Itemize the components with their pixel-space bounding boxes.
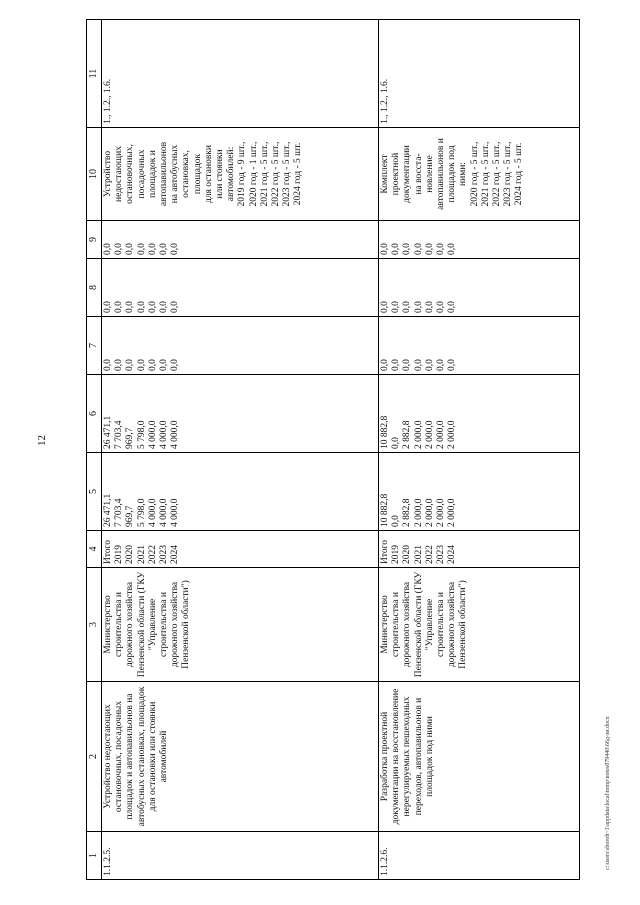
expected-result-list-line: на восста- bbox=[413, 153, 424, 195]
local-funding-list-line: 0,0 bbox=[159, 301, 170, 313]
local-funding-list bbox=[102, 259, 379, 317]
column-number: 5 bbox=[87, 453, 102, 531]
federal-funding-list-line: 0,0 bbox=[447, 359, 458, 371]
other-funding-list-line: 0,0 bbox=[447, 243, 458, 255]
column-number: 3 bbox=[87, 568, 102, 682]
expected-result-list-line: 2023 год - 5 шт., bbox=[282, 141, 293, 207]
local-funding-list-line: 0,0 bbox=[391, 301, 402, 313]
program-measures-table bbox=[86, 19, 580, 880]
regional-funding-list-line: 4 000,0 bbox=[147, 420, 158, 449]
other-funding-list-line: 0,0 bbox=[435, 243, 446, 255]
expected-result-list-line: для остановки bbox=[203, 144, 214, 204]
expected-result-list-line: ними: bbox=[458, 162, 469, 186]
local-funding-list-line: 0,0 bbox=[103, 301, 113, 313]
other-funding-list-line: 0,0 bbox=[147, 243, 158, 255]
other-funding-list-line: 0,0 bbox=[103, 243, 113, 255]
indicator-reference: 1., 1.2., 1.6. bbox=[378, 20, 579, 128]
expected-result-list-line: на автобусных bbox=[170, 144, 181, 204]
indicator-reference: 1., 1.2., 1.6. bbox=[102, 20, 379, 128]
column-number: 10 bbox=[87, 128, 102, 221]
year-list-line: 2023 bbox=[159, 545, 170, 564]
table-body bbox=[87, 20, 580, 880]
expected-result-list-line: 2022 год - 5 шт., bbox=[491, 141, 502, 207]
federal-funding-list-line: 0,0 bbox=[103, 359, 113, 371]
year-list bbox=[378, 531, 579, 568]
federal-funding-list-line: 0,0 bbox=[114, 359, 125, 371]
expected-result-list-line: 2023 год - 5 шт., bbox=[503, 141, 514, 207]
measure-row bbox=[102, 20, 379, 880]
federal-funding-list-line: 0,0 bbox=[424, 359, 435, 371]
federal-funding-list-line: 0,0 bbox=[159, 359, 170, 371]
regional-funding-list-line: 2 000,0 bbox=[413, 420, 424, 449]
expected-result-list-line: 2021 год - 5 шт., bbox=[259, 141, 270, 207]
regional-funding-list bbox=[102, 375, 379, 453]
federal-funding-list-line: 0,0 bbox=[170, 359, 181, 371]
year-list-line: 2020 bbox=[125, 545, 136, 564]
total-funding-list-line: 0,0 bbox=[391, 515, 402, 527]
total-funding-list-line: 4 000,0 bbox=[170, 498, 181, 527]
expected-result-list-line: площадок под bbox=[447, 145, 458, 203]
expected-result-list-line: 2024 год - 5 шт. bbox=[293, 142, 304, 206]
expected-result-list-line: или стоянки bbox=[215, 149, 226, 199]
regional-funding-list bbox=[378, 375, 579, 453]
total-funding-list-line: 2 000,0 bbox=[424, 498, 435, 527]
total-funding-list-line: 2 000,0 bbox=[435, 498, 446, 527]
total-funding-list-line: 2 000,0 bbox=[447, 498, 458, 527]
expected-result-list-line: 2021 год - 5 шт., bbox=[480, 141, 491, 207]
measure-name: Разработка проектной документации на восстановление нерегулируемых пешеходных переходов, автопавильонов и площадок под ними bbox=[378, 682, 579, 832]
other-funding-list-line: 0,0 bbox=[424, 243, 435, 255]
local-funding-list-line: 0,0 bbox=[424, 301, 435, 313]
year-list-line: 2022 bbox=[147, 545, 158, 564]
regional-funding-list-line: 2 000,0 bbox=[424, 420, 435, 449]
expected-result-list-line: 2024 год - 5 шт. bbox=[514, 142, 525, 206]
local-funding-list-line: 0,0 bbox=[413, 301, 424, 313]
expected-result-list-line: документации bbox=[402, 145, 413, 203]
expected-result-list-line: автопавильонов bbox=[159, 141, 170, 207]
local-funding-list-line: 0,0 bbox=[147, 301, 158, 313]
measure-code: 1.1.2.5. bbox=[102, 832, 379, 880]
expected-result-list-line: недостающих bbox=[114, 146, 125, 202]
federal-funding-list-line: 0,0 bbox=[136, 359, 147, 371]
local-funding-list-line: 0,0 bbox=[447, 301, 458, 313]
total-funding-list-line: 26 471,1 bbox=[103, 493, 113, 527]
total-funding-list-line: 2 882,8 bbox=[402, 498, 413, 527]
year-list-line: 2024 bbox=[447, 545, 458, 564]
expected-result-list-line: автопавильонов и bbox=[435, 138, 446, 210]
regional-funding-list-line: 2 882,8 bbox=[402, 420, 413, 449]
federal-funding-list-line: 0,0 bbox=[379, 359, 390, 371]
year-list-line: 2024 bbox=[170, 545, 181, 564]
expected-result-list-line: 2020 год - 1 шт., bbox=[248, 141, 259, 207]
page-number: 12 bbox=[36, 435, 48, 446]
total-funding-list-line: 7 703,4 bbox=[114, 498, 125, 527]
measure-name: Устройство недостающих остановочных, посадочных площадок и автопавильонов на автобусных остановках, площадок для остановки или стоянки автомобилей bbox=[102, 682, 379, 832]
year-list-line: Итого bbox=[379, 539, 390, 564]
total-funding-list-line: 4 000,0 bbox=[147, 498, 158, 527]
local-funding-list-line: 0,0 bbox=[379, 301, 390, 313]
local-funding-list bbox=[378, 259, 579, 317]
column-number: 9 bbox=[87, 221, 102, 259]
expected-result-list-line: проектной bbox=[391, 152, 402, 196]
federal-funding-list-line: 0,0 bbox=[413, 359, 424, 371]
other-funding-list-line: 0,0 bbox=[391, 243, 402, 255]
column-number: 1 bbox=[87, 832, 102, 880]
expected-result-list-line: площадок bbox=[192, 153, 203, 195]
year-list-line: 2021 bbox=[413, 545, 424, 564]
measure-code: 1.1.2.6. bbox=[378, 832, 579, 880]
regional-funding-list-line: 7 703,4 bbox=[114, 420, 125, 449]
local-funding-list-line: 0,0 bbox=[402, 301, 413, 313]
expected-result-list-line: остановочных, bbox=[125, 144, 136, 204]
local-funding-list-line: 0,0 bbox=[125, 301, 136, 313]
year-list-line: 2020 bbox=[402, 545, 413, 564]
local-funding-list-line: 0,0 bbox=[136, 301, 147, 313]
federal-funding-list-line: 0,0 bbox=[402, 359, 413, 371]
other-funding-list-line: 0,0 bbox=[413, 243, 424, 255]
rotated-table-container bbox=[86, 20, 580, 880]
year-list-line: 2019 bbox=[391, 545, 402, 564]
regional-funding-list-line: 0,0 bbox=[391, 437, 402, 449]
expected-result-list-line: 2020 год - 5 шт., bbox=[469, 141, 480, 207]
local-funding-list-line: 0,0 bbox=[170, 301, 181, 313]
regional-funding-list-line: 4 000,0 bbox=[170, 420, 181, 449]
expected-result-list-line: остановках, bbox=[181, 150, 192, 198]
regional-funding-list-line: 969,7 bbox=[125, 427, 136, 449]
measure-executor: Министерство строительства и дорожного хозяйства Пензенской области (ГКУ "Управление строительства и дорожного хозяйства Пензенской области") bbox=[102, 568, 379, 682]
federal-funding-list bbox=[102, 317, 379, 375]
federal-funding-list-line: 0,0 bbox=[435, 359, 446, 371]
regional-funding-list-line: 10 882,8 bbox=[379, 415, 390, 449]
expected-result-list-line: Устройство bbox=[103, 150, 113, 198]
column-number: 4 bbox=[87, 531, 102, 568]
regional-funding-list-line: 4 000,0 bbox=[159, 420, 170, 449]
footer-file-path: c:\users\sboroh~1\appdata\local\temp\notes879440\66д-зи.docx bbox=[605, 716, 611, 870]
expected-result-list bbox=[378, 128, 579, 221]
column-number-row bbox=[87, 20, 102, 880]
expected-result-list-line: площадок и bbox=[147, 150, 158, 198]
regional-funding-list-line: 2 000,0 bbox=[435, 420, 446, 449]
other-funding-list bbox=[102, 221, 379, 259]
total-funding-list-line: 969,7 bbox=[125, 505, 136, 527]
column-number: 6 bbox=[87, 375, 102, 453]
regional-funding-list-line: 5 798,0 bbox=[136, 420, 147, 449]
total-funding-list-line: 10 882,8 bbox=[379, 493, 390, 527]
other-funding-list-line: 0,0 bbox=[170, 243, 181, 255]
measure-executor: Министерство строительства и дорожного хозяйства Пензенской области (ГКУ "Управление строительства и дорожного хозяйства Пензенской области") bbox=[378, 568, 579, 682]
federal-funding-list-line: 0,0 bbox=[147, 359, 158, 371]
year-list-line: Итого bbox=[103, 539, 113, 564]
regional-funding-list-line: 2 000,0 bbox=[447, 420, 458, 449]
column-number: 11 bbox=[87, 20, 102, 128]
year-list-line: 2021 bbox=[136, 545, 147, 564]
federal-funding-list bbox=[378, 317, 579, 375]
year-list-line: 2019 bbox=[114, 545, 125, 564]
expected-result-list-line: новление bbox=[424, 155, 435, 193]
column-number: 7 bbox=[87, 317, 102, 375]
local-funding-list-line: 0,0 bbox=[114, 301, 125, 313]
federal-funding-list-line: 0,0 bbox=[125, 359, 136, 371]
total-funding-list-line: 2 000,0 bbox=[413, 498, 424, 527]
total-funding-list-line: 4 000,0 bbox=[159, 498, 170, 527]
expected-result-list-line: Комплект bbox=[379, 154, 390, 194]
other-funding-list-line: 0,0 bbox=[114, 243, 125, 255]
other-funding-list-line: 0,0 bbox=[136, 243, 147, 255]
other-funding-list-line: 0,0 bbox=[159, 243, 170, 255]
other-funding-list-line: 0,0 bbox=[379, 243, 390, 255]
expected-result-list bbox=[102, 128, 379, 221]
total-funding-list-line: 5 798,0 bbox=[136, 498, 147, 527]
regional-funding-list-line: 26 471,1 bbox=[103, 415, 113, 449]
other-funding-list-line: 0,0 bbox=[402, 243, 413, 255]
local-funding-list-line: 0,0 bbox=[435, 301, 446, 313]
column-number: 8 bbox=[87, 259, 102, 317]
year-list-line: 2023 bbox=[435, 545, 446, 564]
federal-funding-list-line: 0,0 bbox=[391, 359, 402, 371]
year-list bbox=[102, 531, 379, 568]
total-funding-list bbox=[378, 453, 579, 531]
column-number: 2 bbox=[87, 682, 102, 832]
other-funding-list bbox=[378, 221, 579, 259]
expected-result-list-line: автомобилей: bbox=[226, 146, 237, 202]
expected-result-list-line: 2019 год - 9 шт., bbox=[237, 141, 248, 207]
expected-result-list-line: посадочных bbox=[136, 149, 147, 199]
other-funding-list-line: 0,0 bbox=[125, 243, 136, 255]
measure-row bbox=[378, 20, 579, 880]
expected-result-list-line: 2022 год - 5 шт., bbox=[271, 141, 282, 207]
year-list-line: 2022 bbox=[424, 545, 435, 564]
total-funding-list bbox=[102, 453, 379, 531]
